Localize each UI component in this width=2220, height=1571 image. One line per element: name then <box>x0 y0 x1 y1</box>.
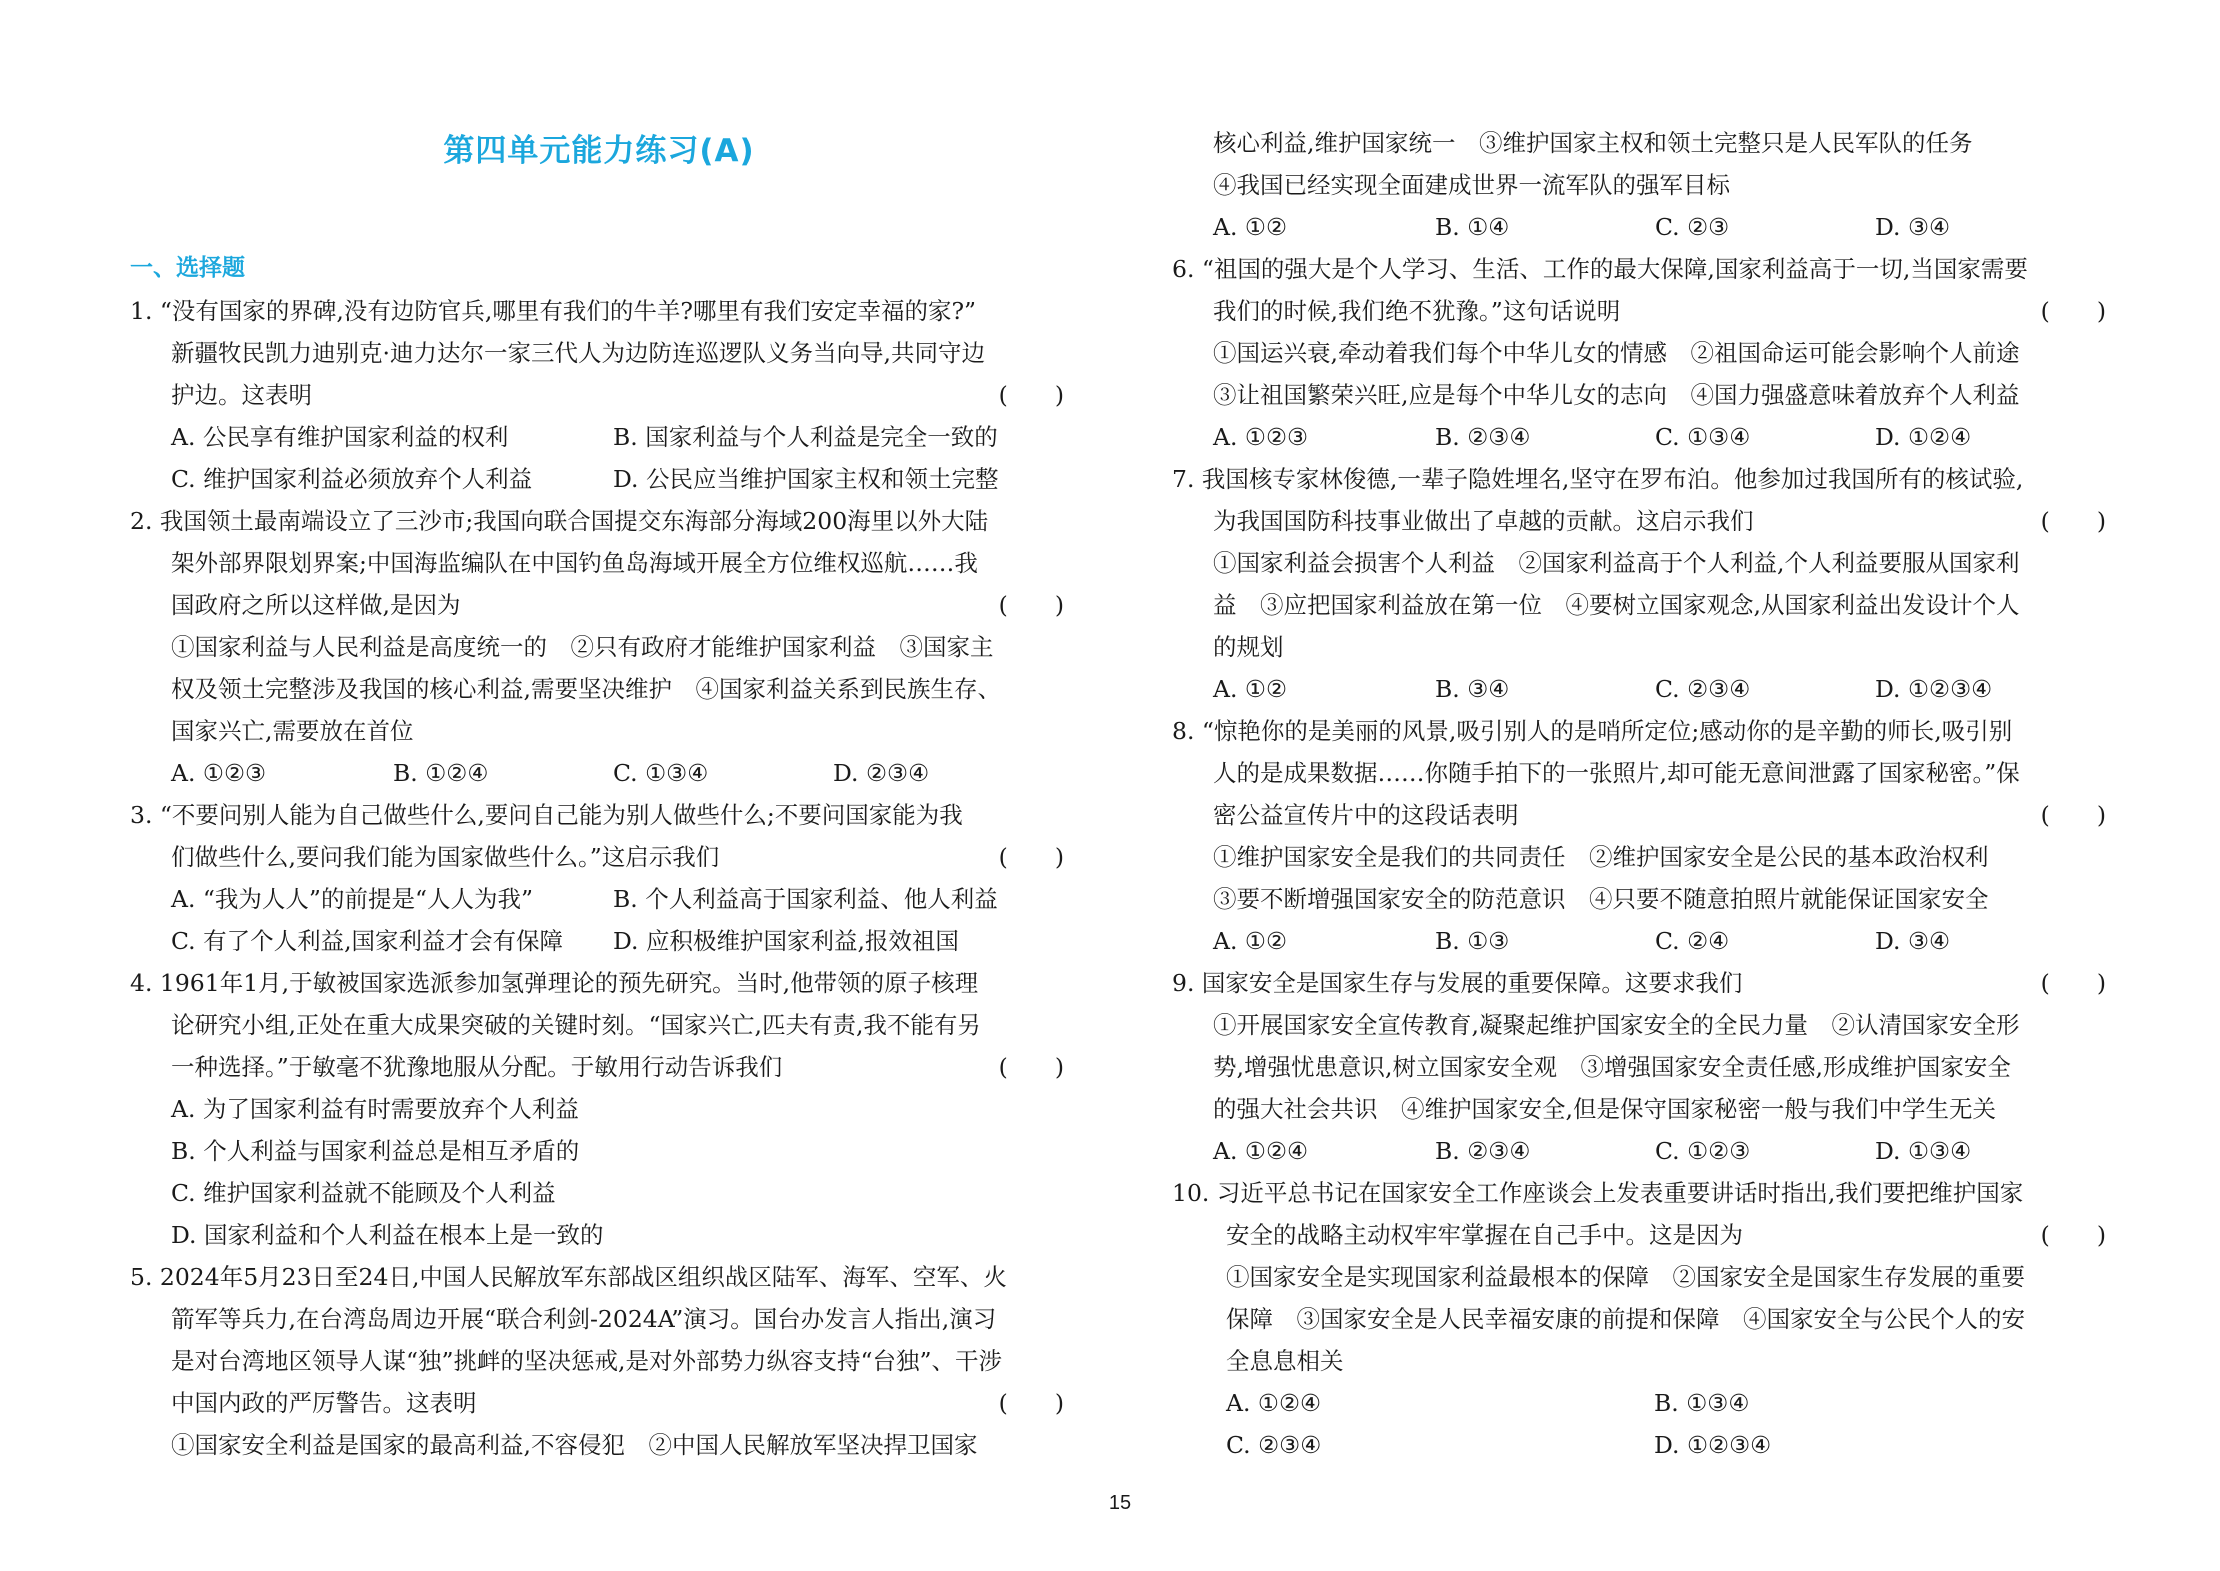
option-d: D. 国家利益和个人利益在根本上是一致的 <box>171 1221 604 1249</box>
option-d: D. 公民应当维护国家主权和领土完整 <box>613 465 999 493</box>
question-line: 新疆牧民凯力迪别克·迪力达尔一家三代人为边防连巡逻队义务当向导,共同守边 <box>171 339 985 367</box>
option-a: A. ①②④ <box>1213 1137 1309 1165</box>
question-line: 保障 ③国家安全是人民幸福安康的前提和保障 ④国家安全与公民个人的安 <box>1226 1305 2025 1333</box>
option-c: C. 有了个人利益,国家利益才会有保障 <box>171 927 564 955</box>
question-line: 国家兴亡,需要放在首位 <box>171 717 414 745</box>
option-a: A. ①②④ <box>1226 1389 1322 1417</box>
question-line <box>171 374 1064 416</box>
option-a: A. ①② <box>1213 213 1288 241</box>
option-c: C. 维护国家利益就不能顾及个人利益 <box>171 1179 556 1207</box>
question-line: 益 ③应把国家利益放在第一位 ④要树立国家观念,从国家利益出发设计个人 <box>1213 591 2020 619</box>
option-c: C. ①③④ <box>1655 423 1751 451</box>
option-d: D. ③④ <box>1875 927 1951 955</box>
question-line: 3. “不要问别人能为自己做些什么,要问自己能为别人做些什么;不要问国家能为我 <box>130 801 963 829</box>
question-line: ①国家安全是实现国家利益最根本的保障 ②国家安全是国家生存发展的重要 <box>1226 1263 2025 1291</box>
option-a: A. 为了国家利益有时需要放弃个人利益 <box>171 1095 579 1123</box>
question-line: 10. 习近平总书记在国家安全工作座谈会上发表重要讲话时指出,我们要把维护国家 <box>1172 1179 2024 1207</box>
question-line-text: 我们的时候,我们绝不犹豫。”这句话说明 <box>1213 297 1621 325</box>
question-line: ①国运兴衰,牵动着我们每个中华儿女的情感 ②祖国命运可能会影响个人前途 <box>1213 339 2020 367</box>
page-title: 第四单元能力练习(A) <box>443 133 755 169</box>
question-line: 8. “惊艳你的是美丽的风景,吸引别人的是哨所定位;感动你的是辛勤的师长,吸引别 <box>1172 717 2013 745</box>
option-a: A. ①②③ <box>171 759 267 787</box>
question-line: 5. 2024年5月23日至24日,中国人民解放军东部战区组织战区陆军、海军、空军、火 <box>130 1263 1007 1291</box>
option-a: A. ①②③ <box>1213 423 1309 451</box>
option-b: B. ①④ <box>1435 213 1510 241</box>
question-line: 的规划 <box>1213 633 1284 661</box>
option-row <box>171 878 1064 920</box>
option-b: B. ③④ <box>1435 675 1510 703</box>
option-c: C. ②④ <box>1655 927 1730 955</box>
question-line: ①开展国家安全宣传教育,凝聚起维护国家安全的全民力量 ②认清国家安全形 <box>1213 1011 2020 1039</box>
option-row <box>1213 920 2106 962</box>
question-line: 4. 1961年1月,于敏被国家选派参加氢弹理论的预先研究。当时,他带领的原子核理 <box>130 969 979 997</box>
answer-paren[interactable]: ( ) <box>2040 1221 2106 1249</box>
answer-paren[interactable]: ( ) <box>2040 297 2106 325</box>
option-c: C. ①③④ <box>613 759 709 787</box>
option-row <box>1213 416 2106 458</box>
question-line-text: 中国内政的严厉警告。这表明 <box>171 1389 477 1417</box>
option-row <box>171 458 1064 500</box>
option-c: C. ②③ <box>1655 213 1730 241</box>
page-number: 15 <box>1108 1492 1132 1514</box>
answer-paren[interactable]: ( ) <box>998 1053 1064 1081</box>
question-line <box>171 836 1064 878</box>
option-c: C. ①②③ <box>1655 1137 1751 1165</box>
question-line <box>1226 1214 2106 1256</box>
question-line: 势,增强忧患意识,树立国家安全观 ③增强国家安全责任感,形成维护国家安全 <box>1213 1053 2011 1081</box>
question-line-text: 们做些什么,要问我们能为国家做些什么。”这启示我们 <box>171 843 720 871</box>
answer-paren[interactable]: ( ) <box>998 591 1064 619</box>
question-line <box>171 584 1064 626</box>
option-b: B. 国家利益与个人利益是完全一致的 <box>613 423 998 451</box>
option-row <box>171 416 1064 458</box>
option-d: D. ①②③④ <box>1875 675 1993 703</box>
option-a: A. 公民享有维护国家利益的权利 <box>171 423 509 451</box>
question-line: 权及领土完整涉及我国的核心利益,需要坚决维护 ④国家利益关系到民族生存、 <box>171 675 1001 703</box>
answer-paren[interactable]: ( ) <box>2040 507 2106 535</box>
question-line: 架外部界限划界案;中国海监编队在中国钓鱼岛海域开展全方位维权巡航……我 <box>171 549 978 577</box>
question-line-text: 护边。这表明 <box>171 381 312 409</box>
question-line: 核心利益,维护国家统一 ③维护国家主权和领土完整只是人民军队的任务 <box>1213 129 1973 157</box>
question-line: ①国家利益会损害个人利益 ②国家利益高于个人利益,个人利益要服从国家利 <box>1213 549 2020 577</box>
option-b: B. ②③④ <box>1435 423 1531 451</box>
option-b: B. ①②④ <box>393 759 489 787</box>
option-row <box>1213 206 2106 248</box>
question-line: 箭军等兵力,在台湾岛周边开展“联合利剑-2024A”演习。国台办发言人指出,演习 <box>171 1305 997 1333</box>
section-heading: 一、选择题 <box>130 255 245 281</box>
answer-paren[interactable]: ( ) <box>998 843 1064 871</box>
option-d: D. ①③④ <box>1875 1137 1972 1165</box>
question-line: 是对台湾地区领导人谋“独”挑衅的坚决惩戒,是对外部势力纵容支持“台独”、干涉 <box>171 1347 1003 1375</box>
question-line-text: 密公益宣传片中的这段话表明 <box>1213 801 1519 829</box>
option-row <box>1213 668 2106 710</box>
option-b: B. 个人利益与国家利益总是相互矛盾的 <box>171 1137 580 1165</box>
question-line: 2. 我国领土最南端设立了三沙市;我国向联合国提交东海部分海域200海里以外大陆 <box>130 507 989 535</box>
question-line: ③要不断增强国家安全的防范意识 ④只要不随意拍照片就能保证国家安全 <box>1213 885 1989 913</box>
question-line <box>171 1382 1064 1424</box>
question-line-text: 国政府之所以这样做,是因为 <box>171 591 461 619</box>
question-line: 论研究小组,正处在重大成果突破的关键时刻。“国家兴亡,匹夫有责,我不能有另 <box>171 1011 981 1039</box>
option-a: A. “我为人人”的前提是“人人为我” <box>171 885 533 913</box>
option-b: B. ①③ <box>1435 927 1510 955</box>
question-line: ④我国已经实现全面建成世界一流军队的强军目标 <box>1213 171 1730 199</box>
answer-paren[interactable]: ( ) <box>2040 969 2106 997</box>
answer-paren[interactable]: ( ) <box>998 1389 1064 1417</box>
question-line-text: 为我国国防科技事业做出了卓越的贡献。这启示我们 <box>1213 507 1754 535</box>
question-line: 的强大社会共识 ④维护国家安全,但是保守国家秘密一般与我们中学生无关 <box>1213 1095 1996 1123</box>
option-d: D. ③④ <box>1875 213 1951 241</box>
question-line <box>1213 500 2106 542</box>
answer-paren[interactable]: ( ) <box>2040 801 2106 829</box>
question-line-text: 9. 国家安全是国家生存与发展的重要保障。这要求我们 <box>1172 969 1743 997</box>
question-line <box>1172 962 2106 1004</box>
option-row <box>1226 1424 2106 1466</box>
question-line: ①国家利益与人民利益是高度统一的 ②只有政府才能维护国家利益 ③国家主 <box>171 633 994 661</box>
option-d: D. 应积极维护国家利益,报效祖国 <box>613 927 959 955</box>
question-line: ①维护国家安全是我们的共同责任 ②维护国家安全是公民的基本政治权利 <box>1213 843 1989 871</box>
option-row <box>1213 1130 2106 1172</box>
answer-paren[interactable]: ( ) <box>998 381 1064 409</box>
option-b: B. 个人利益高于国家利益、他人利益 <box>613 885 998 913</box>
option-a: A. ①② <box>1213 675 1288 703</box>
question-line <box>1213 290 2106 332</box>
question-line <box>1213 794 2106 836</box>
option-c: C. ②③④ <box>1226 1431 1322 1459</box>
option-c: C. 维护国家利益必须放弃个人利益 <box>171 465 533 493</box>
question-line: ①国家安全利益是国家的最高利益,不容侵犯 ②中国人民解放军坚决捍卫国家 <box>171 1431 978 1459</box>
option-c: C. ②③④ <box>1655 675 1751 703</box>
question-line: 7. 我国核专家林俊德,一辈子隐姓埋名,坚守在罗布泊。他参加过我国所有的核试验, <box>1172 465 2024 493</box>
option-b: B. ②③④ <box>1435 1137 1531 1165</box>
question-line: 人的是成果数据……你随手拍下的一张照片,却可能无意间泄露了国家秘密。”保 <box>1213 759 2020 787</box>
question-line <box>171 1046 1064 1088</box>
option-b: B. ①③④ <box>1654 1389 1750 1417</box>
question-line: 6. “祖国的强大是个人学习、生活、工作的最大保障,国家利益高于一切,当国家需要 <box>1172 255 2028 283</box>
option-row <box>171 920 1064 962</box>
option-row <box>1226 1382 2106 1424</box>
question-line-text: 一种选择。”于敏毫不犹豫地服从分配。于敏用行动告诉我们 <box>171 1053 783 1081</box>
option-row <box>171 752 1064 794</box>
question-line-text: 安全的战略主动权牢牢掌握在自己手中。这是因为 <box>1226 1221 1743 1249</box>
question-line: 全息息相关 <box>1226 1347 1344 1375</box>
option-a: A. ①② <box>1213 927 1288 955</box>
option-d: D. ②③④ <box>833 759 930 787</box>
option-d: D. ①②③④ <box>1654 1431 1772 1459</box>
question-line: ③让祖国繁荣兴旺,应是每个中华儿女的志向 ④国力强盛意味着放弃个人利益 <box>1213 381 2020 409</box>
option-d: D. ①②④ <box>1875 423 1972 451</box>
question-line: 1. “没有国家的界碑,没有边防官兵,哪里有我们的牛羊?哪里有我们安定幸福的家?” <box>130 297 977 325</box>
